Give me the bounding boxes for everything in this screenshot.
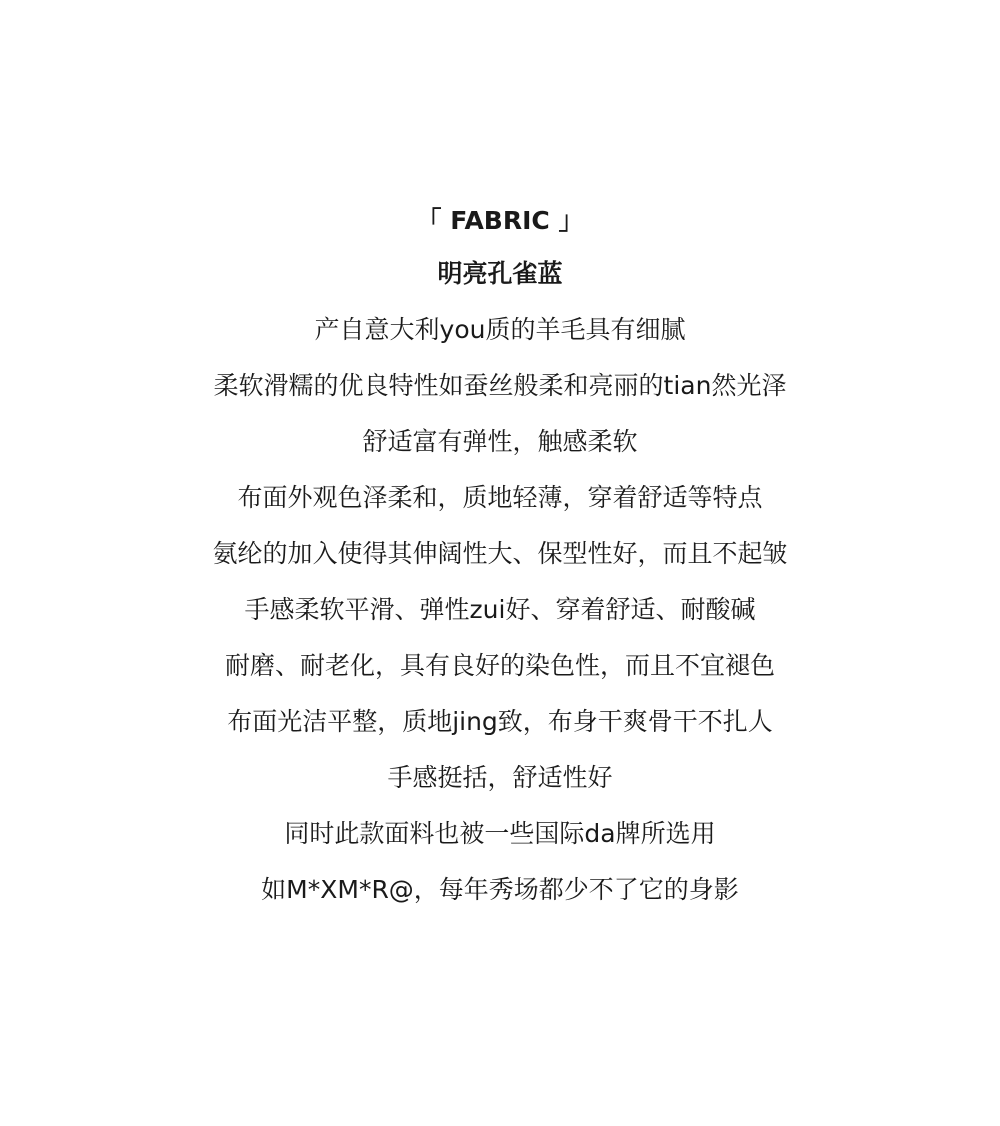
description-line: 氨纶的加入使得其伸阔性大、保型性好，而且不起皱 bbox=[212, 539, 788, 568]
color-name: 明亮孔雀蓝 bbox=[437, 259, 563, 288]
fabric-description bbox=[0, 196, 1000, 918]
description-line: 手感挺括，舒适性好 bbox=[387, 763, 613, 792]
description-line: 手感柔软平滑、弹性zui好、穿着舒适、耐酸碱 bbox=[244, 595, 756, 624]
section-heading: 「 FABRIC 」 bbox=[416, 206, 584, 235]
description-line: 产自意大利you质的羊毛具有细腻 bbox=[314, 315, 686, 344]
description-line: 同时此款面料也被一些国际da牌所选用 bbox=[284, 819, 716, 848]
description-line: 布面外观色泽柔和，质地轻薄，穿着舒适等特点 bbox=[237, 483, 763, 512]
description-line: 柔软滑糯的优良特性如蚕丝般柔和亮丽的tian然光泽 bbox=[213, 371, 787, 400]
description-line: 如M*XM*R@，每年秀场都少不了它的身影 bbox=[261, 875, 739, 904]
description-line: 耐磨、耐老化，具有良好的染色性，而且不宜褪色 bbox=[224, 651, 775, 680]
description-line: 布面光洁平整，质地jing致，布身干爽骨干不扎人 bbox=[227, 707, 773, 736]
description-line: 舒适富有弹性，触感柔软 bbox=[362, 427, 638, 456]
